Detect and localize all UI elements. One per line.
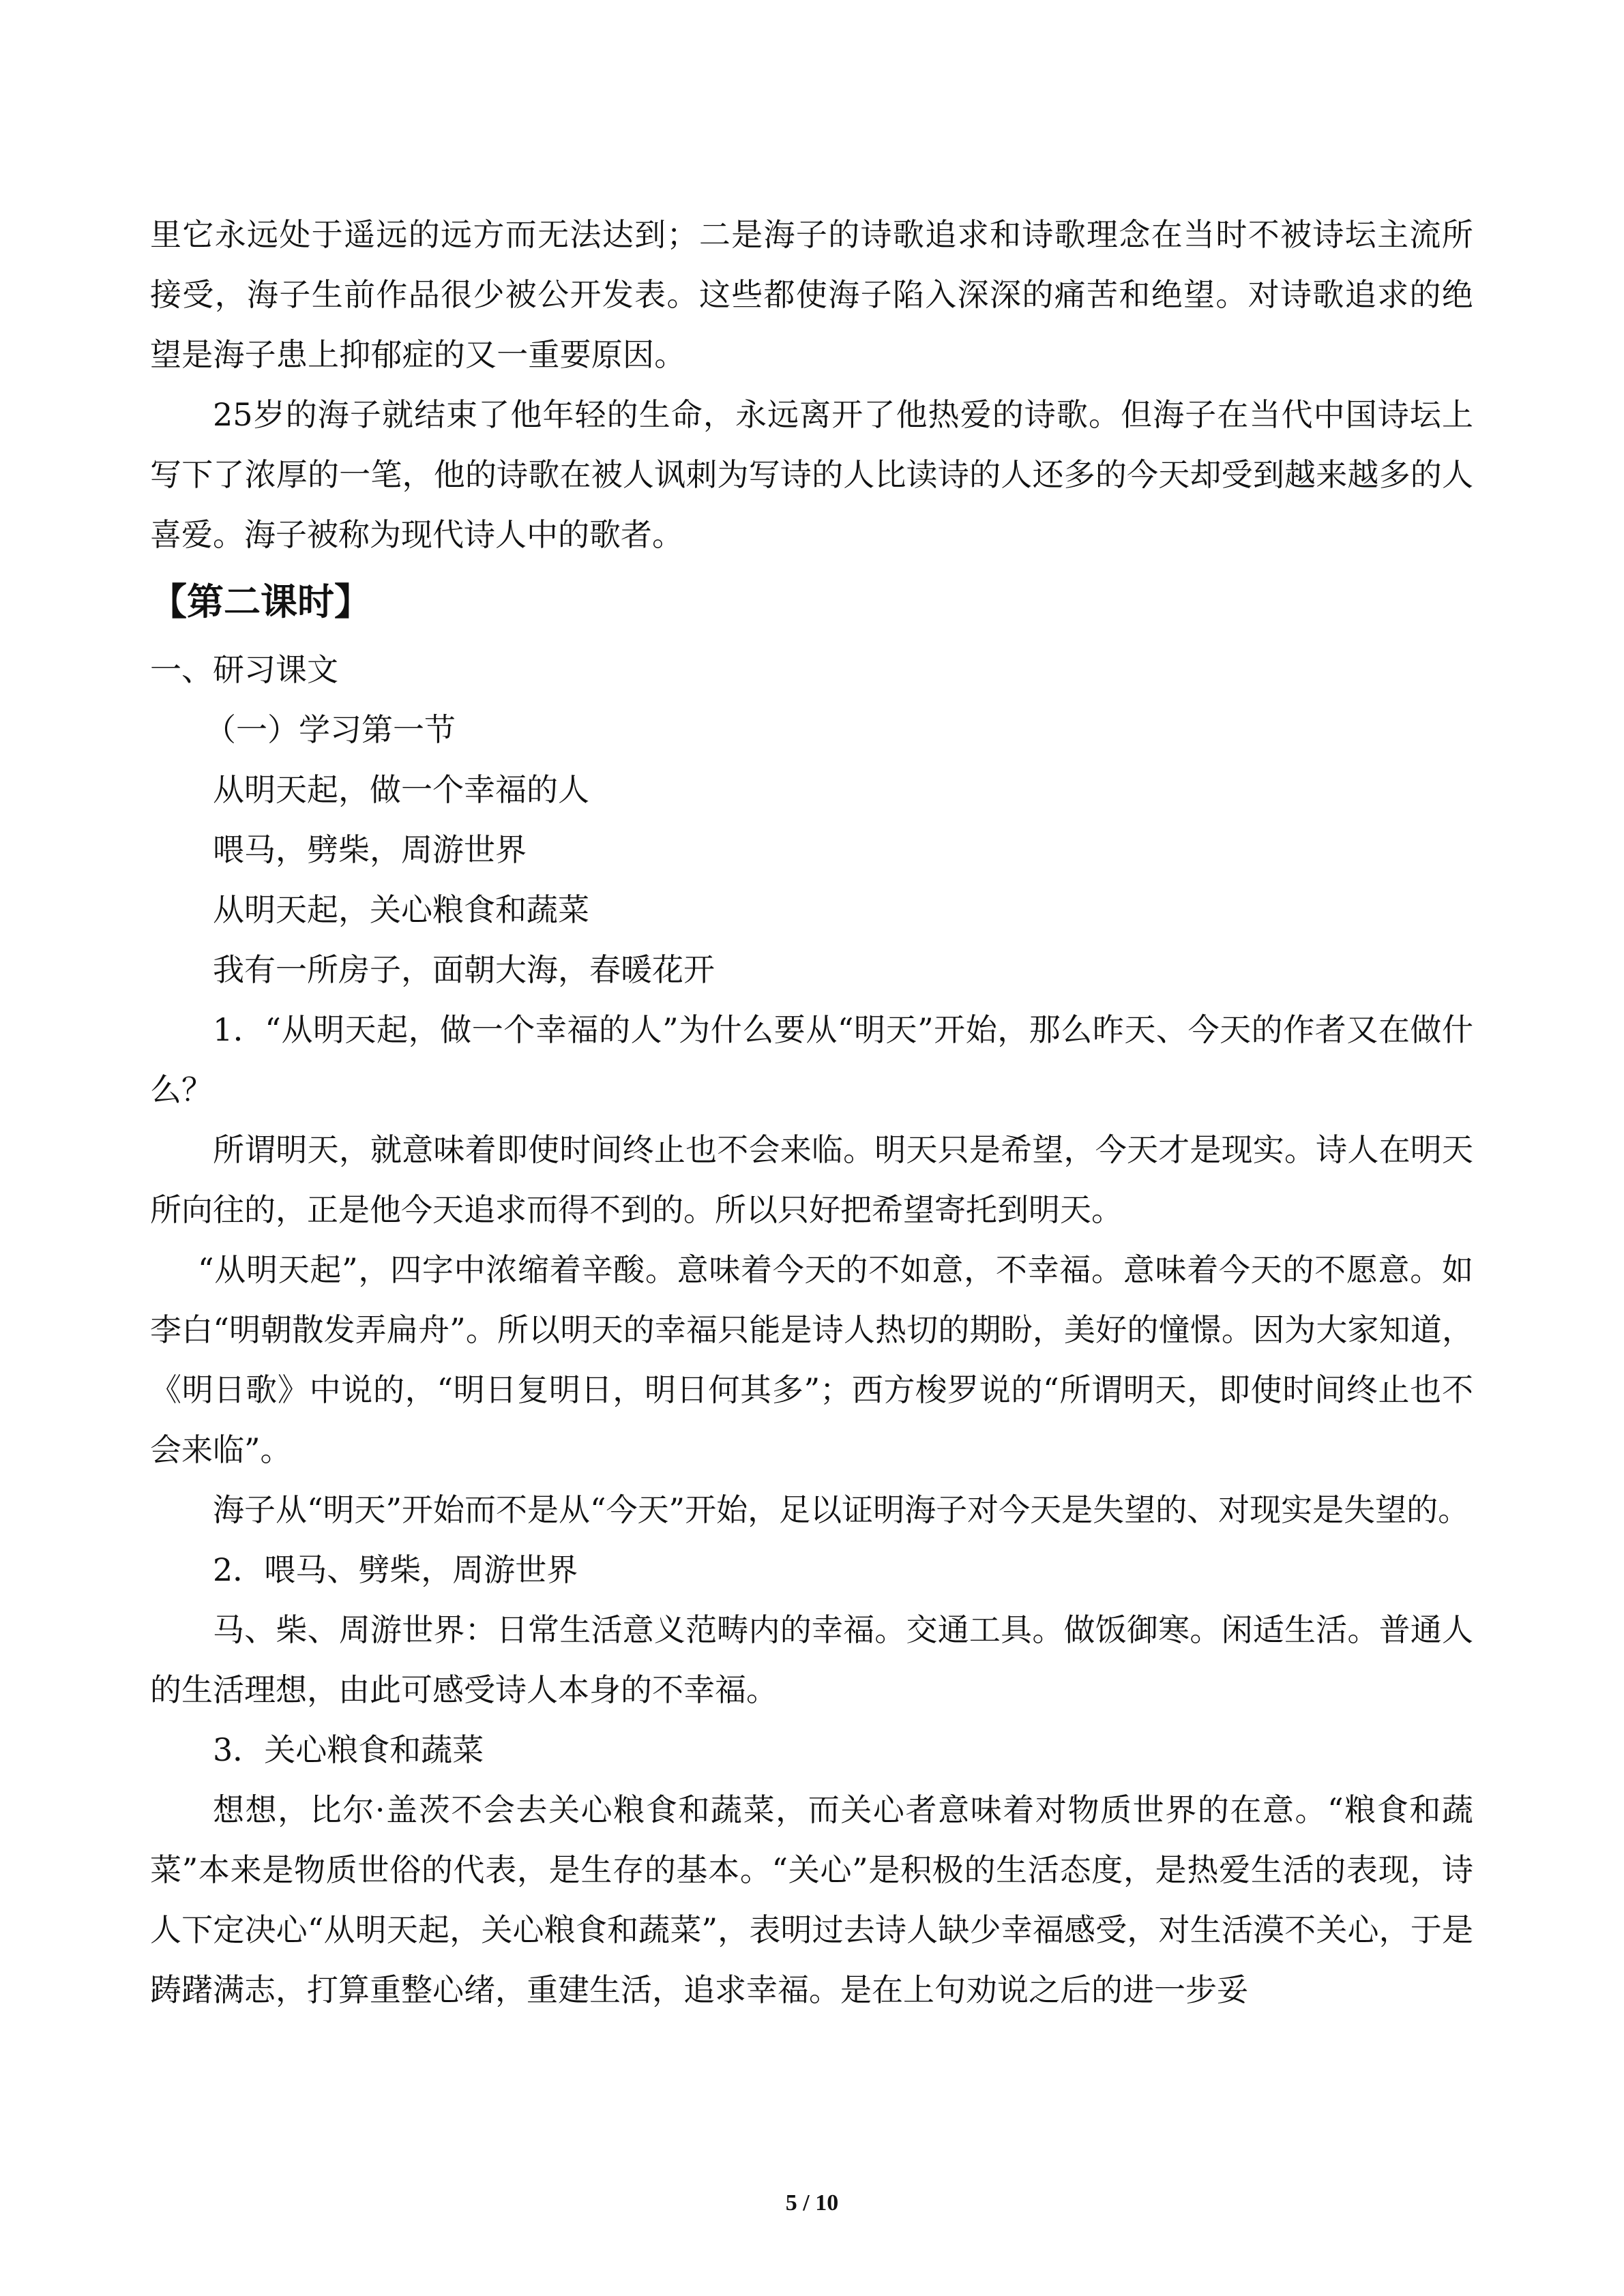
subsection-title: （一）学习第一节 [205,711,456,748]
lesson-heading: 【第二课时】 [150,580,371,623]
paragraph-haizi-death: 25岁的海子就结束了他年轻的生命，永远离开了他热爱的诗歌。但海子在当代中国诗坛上写下了浓厚的一笔，他的诗歌在被人讽刺为写诗的人比读诗的人还多的今天却受到越来越多的人喜爱。海子被称为现代诗人中的歌者。 [150,396,1473,553]
answer-paragraph: 所谓明天，就意味着即使时间终止也不会来临。明天只是希望，今天才是现实。诗人在明天所向往的，正是他今天追求而得不到的。所以只好把希望寄托到明天。 [150,1131,1473,1228]
poem-line: 喂马，劈柴，周游世界 [213,831,527,868]
answer-paragraph: 马、柴、周游世界：日常生活意义范畴内的幸福。交通工具。做饭御寒。闲适生活。普通人的生活理想，由此可感受诗人本身的不幸福。 [150,1611,1473,1708]
question-2: 2．喂马、劈柴，周游世界 [213,1551,578,1588]
answer-paragraph: “从明天起”，四字中浓缩着辛酸。意味着今天的不如意，不幸福。意味着今天的不愿意。如李白“明朝散发弄扁舟”。所以明天的幸福只能是诗人热切的期盼，美好的憧憬。因为大家知道，《明日歌》中说的，“明日复明日，明日何其多”；西方梭罗说的“所谓明天，即使时间终止也不会来临”。 [150,1251,1473,1468]
question-3: 3．关心粮食和蔬菜 [213,1731,484,1768]
page-number: 5 / 10 [785,2190,839,2216]
page-content [150,205,1473,2020]
poem-line: 从明天起，关心粮食和蔬菜 [213,891,589,928]
answer-paragraph: 想想，比尔·盖茨不会去关心粮食和蔬菜，而关心者意味着对物质世界的在意。“粮食和蔬菜”本来是物质世俗的代表，是生存的基本。“关心”是积极的生活态度，是热爱生活的表现，诗人下定决心“从明天起，关心粮食和蔬菜”，表明过去诗人缺少幸福感受，对生活漠不关心，于是踌躇满志，打算重整心绪，重建生活，追求幸福。是在上句劝说之后的进一步妥 [150,1791,1473,2008]
answer-paragraph: 海子从“明天”开始而不是从“今天”开始，足以证明海子对今天是失望的、对现实是失望的。 [213,1491,1470,1528]
poem-line: 我有一所房子，面朝大海，春暖花开 [213,951,715,988]
paragraph-continuation: 里它永远处于遥远的远方而无法达到；二是海子的诗歌追求和诗歌理念在当时不被诗坛主流所接受，海子生前作品很少被公开发表。这些都使海子陷入深深的痛苦和绝望。对诗歌追求的绝望是海子患上抑郁症的又一重要原因。 [150,216,1473,373]
question-1: 1．“从明天起，做一个幸福的人”为什么要从“明天”开始，那么昨天、今天的作者又在做什么？ [150,1011,1473,1108]
section-title: 一、研习课文 [150,651,338,688]
poem-line: 从明天起，做一个幸福的人 [213,771,589,808]
